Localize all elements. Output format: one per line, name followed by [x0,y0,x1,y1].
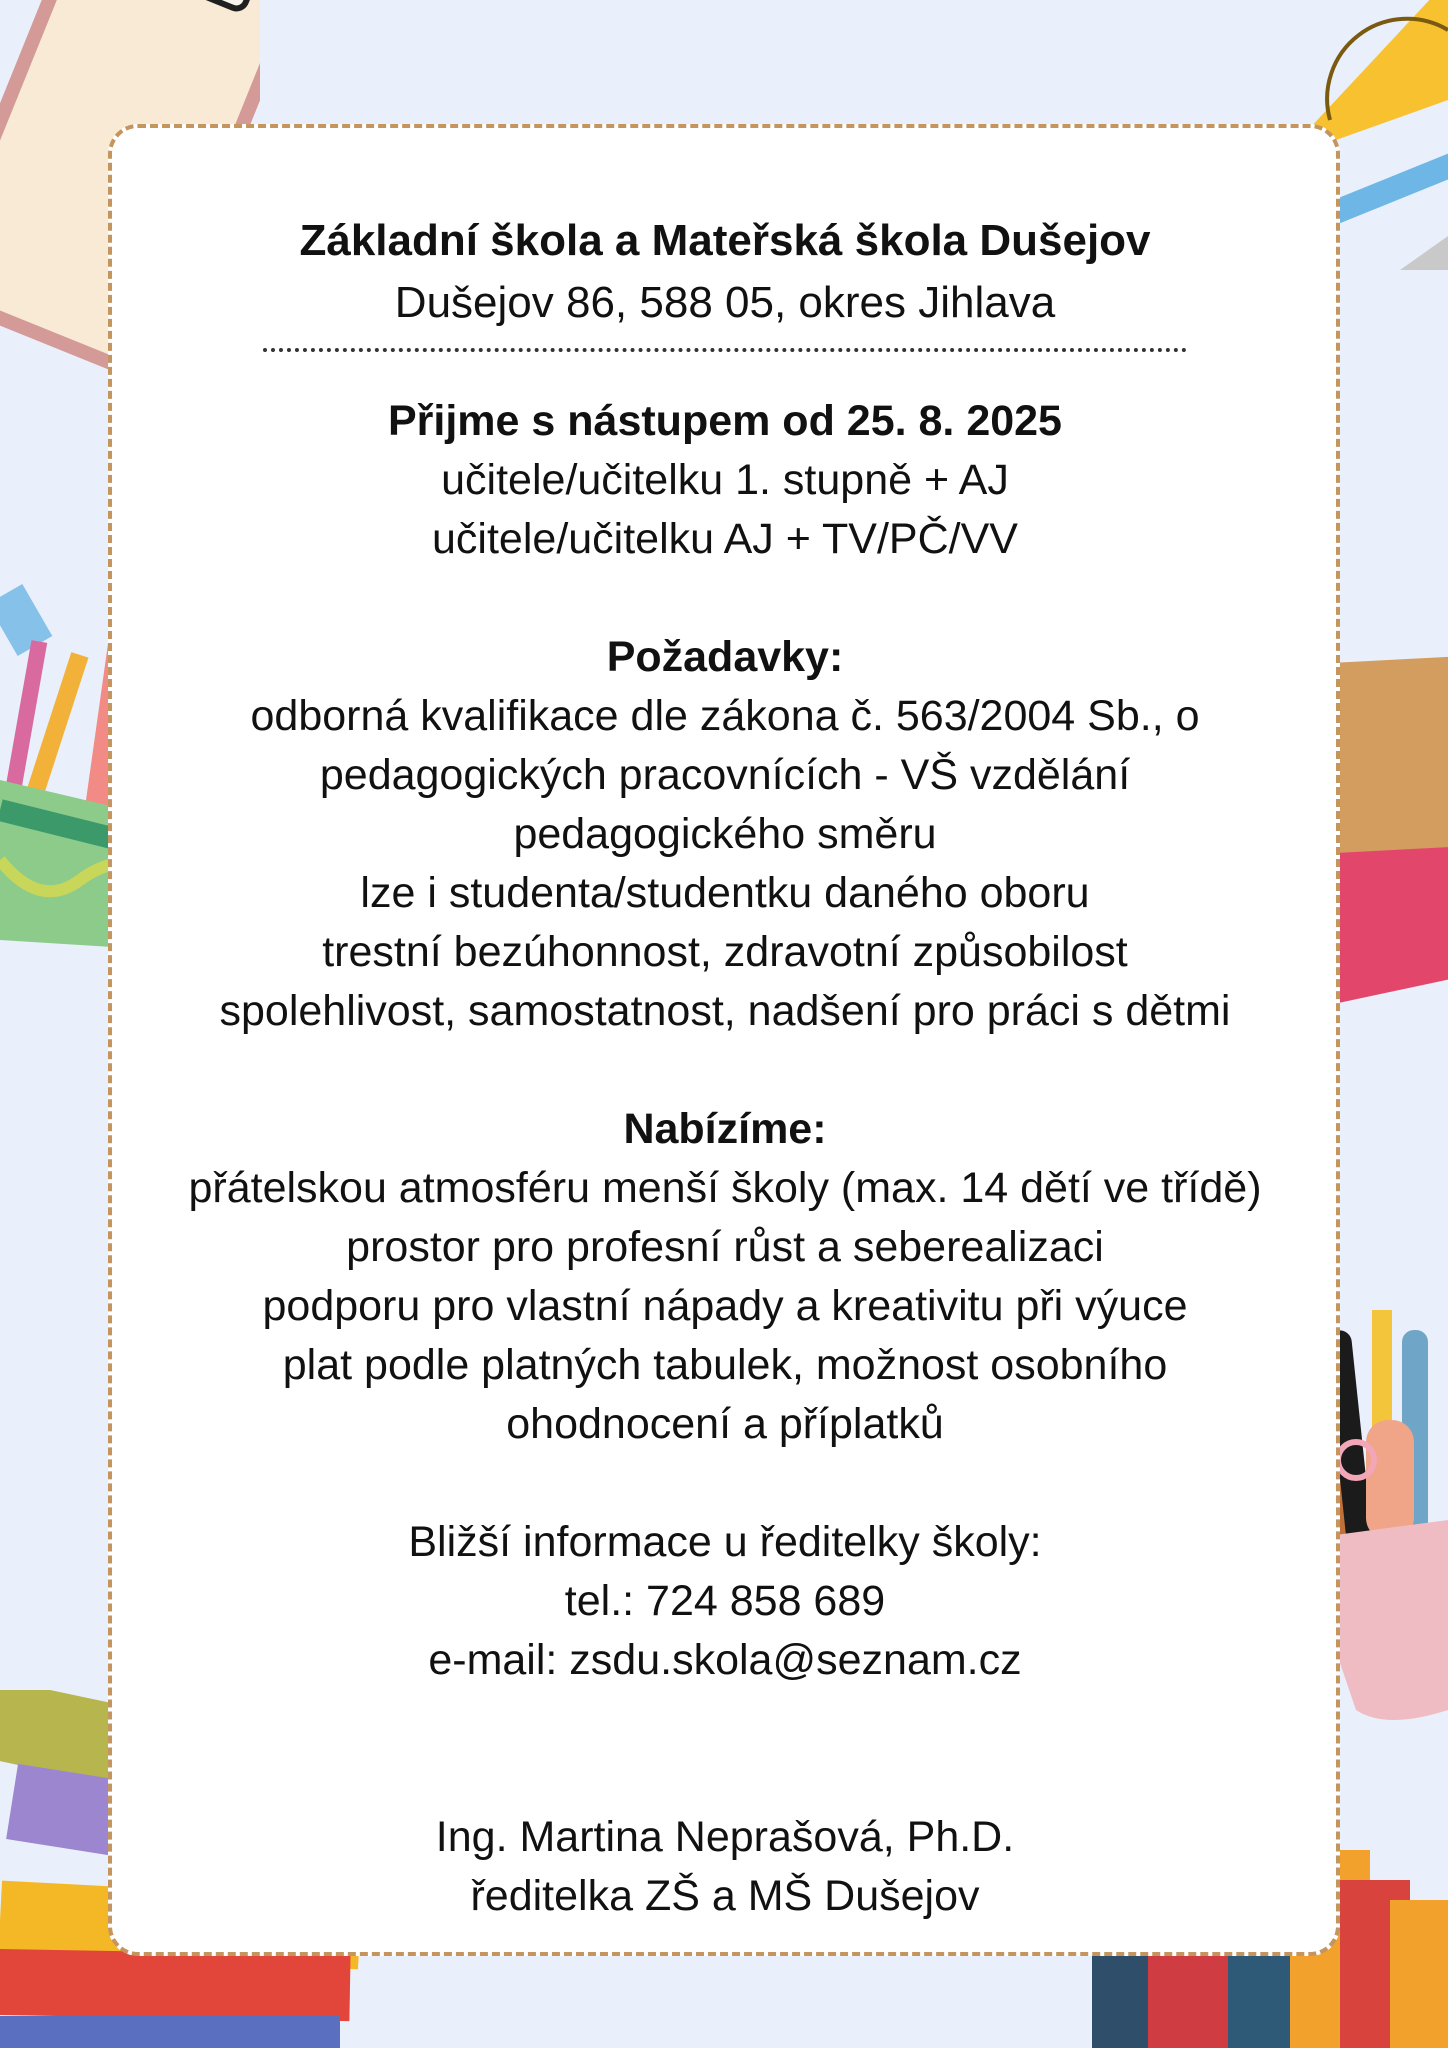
hiring-heading: Přijme s nástupem od 25. 8. 2025 [388,397,1062,445]
offer-line: plat podle platných tabulek, možnost osobního [282,1341,1168,1389]
contact-email: e-mail: zsdu.skola@seznam.cz [428,1636,1022,1684]
requirements-heading: Požadavky: [606,633,844,681]
requirement-line: trestní bezúhonnost, zdravotní způsobilost [322,928,1128,976]
requirement-line: odborná kvalifikace dle zákona č. 563/2004 Sb., o [250,692,1200,740]
signature-name: Ing. Martina Neprašová, Ph.D. [435,1813,1015,1861]
requirement-line: spolehlivost, samostatnost, nadšení pro práci s dětmi [219,987,1231,1035]
position-item: učitele/učitelku 1. stupně + AJ [441,456,1009,504]
requirement-line: lze i studenta/studentku daného oboru [360,869,1090,917]
school-name: Základní škola a Mateřská škola Dušejov [299,216,1151,265]
contact-intro: Bližší informace u ředitelky školy: [408,1518,1042,1566]
signature-role: ředitelka ZŠ a MŠ Dušejov [470,1872,980,1920]
offer-heading: Nabízíme: [623,1105,827,1153]
dotted-divider [263,348,1187,352]
requirement-line: pedagogických pracovnících - VŠ vzdělání [319,751,1131,799]
position-item: učitele/učitelku AJ + TV/PČ/VV [432,515,1018,563]
contact-phone: tel.: 724 858 689 [564,1577,886,1625]
poster-content [120,210,1330,1926]
offer-line: ohodnocení a příplatků [506,1400,944,1448]
school-address: Dušejov 86, 588 05, okres Jihlava [394,278,1056,327]
offer-line: prostor pro profesní růst a seberealizaci [346,1223,1104,1271]
requirement-line: pedagogického směru [513,810,937,858]
offer-line: přátelskou atmosféru menší školy (max. 14 dětí ve třídě) [188,1164,1262,1212]
offer-line: podporu pro vlastní nápady a kreativitu při výuce [262,1282,1188,1330]
